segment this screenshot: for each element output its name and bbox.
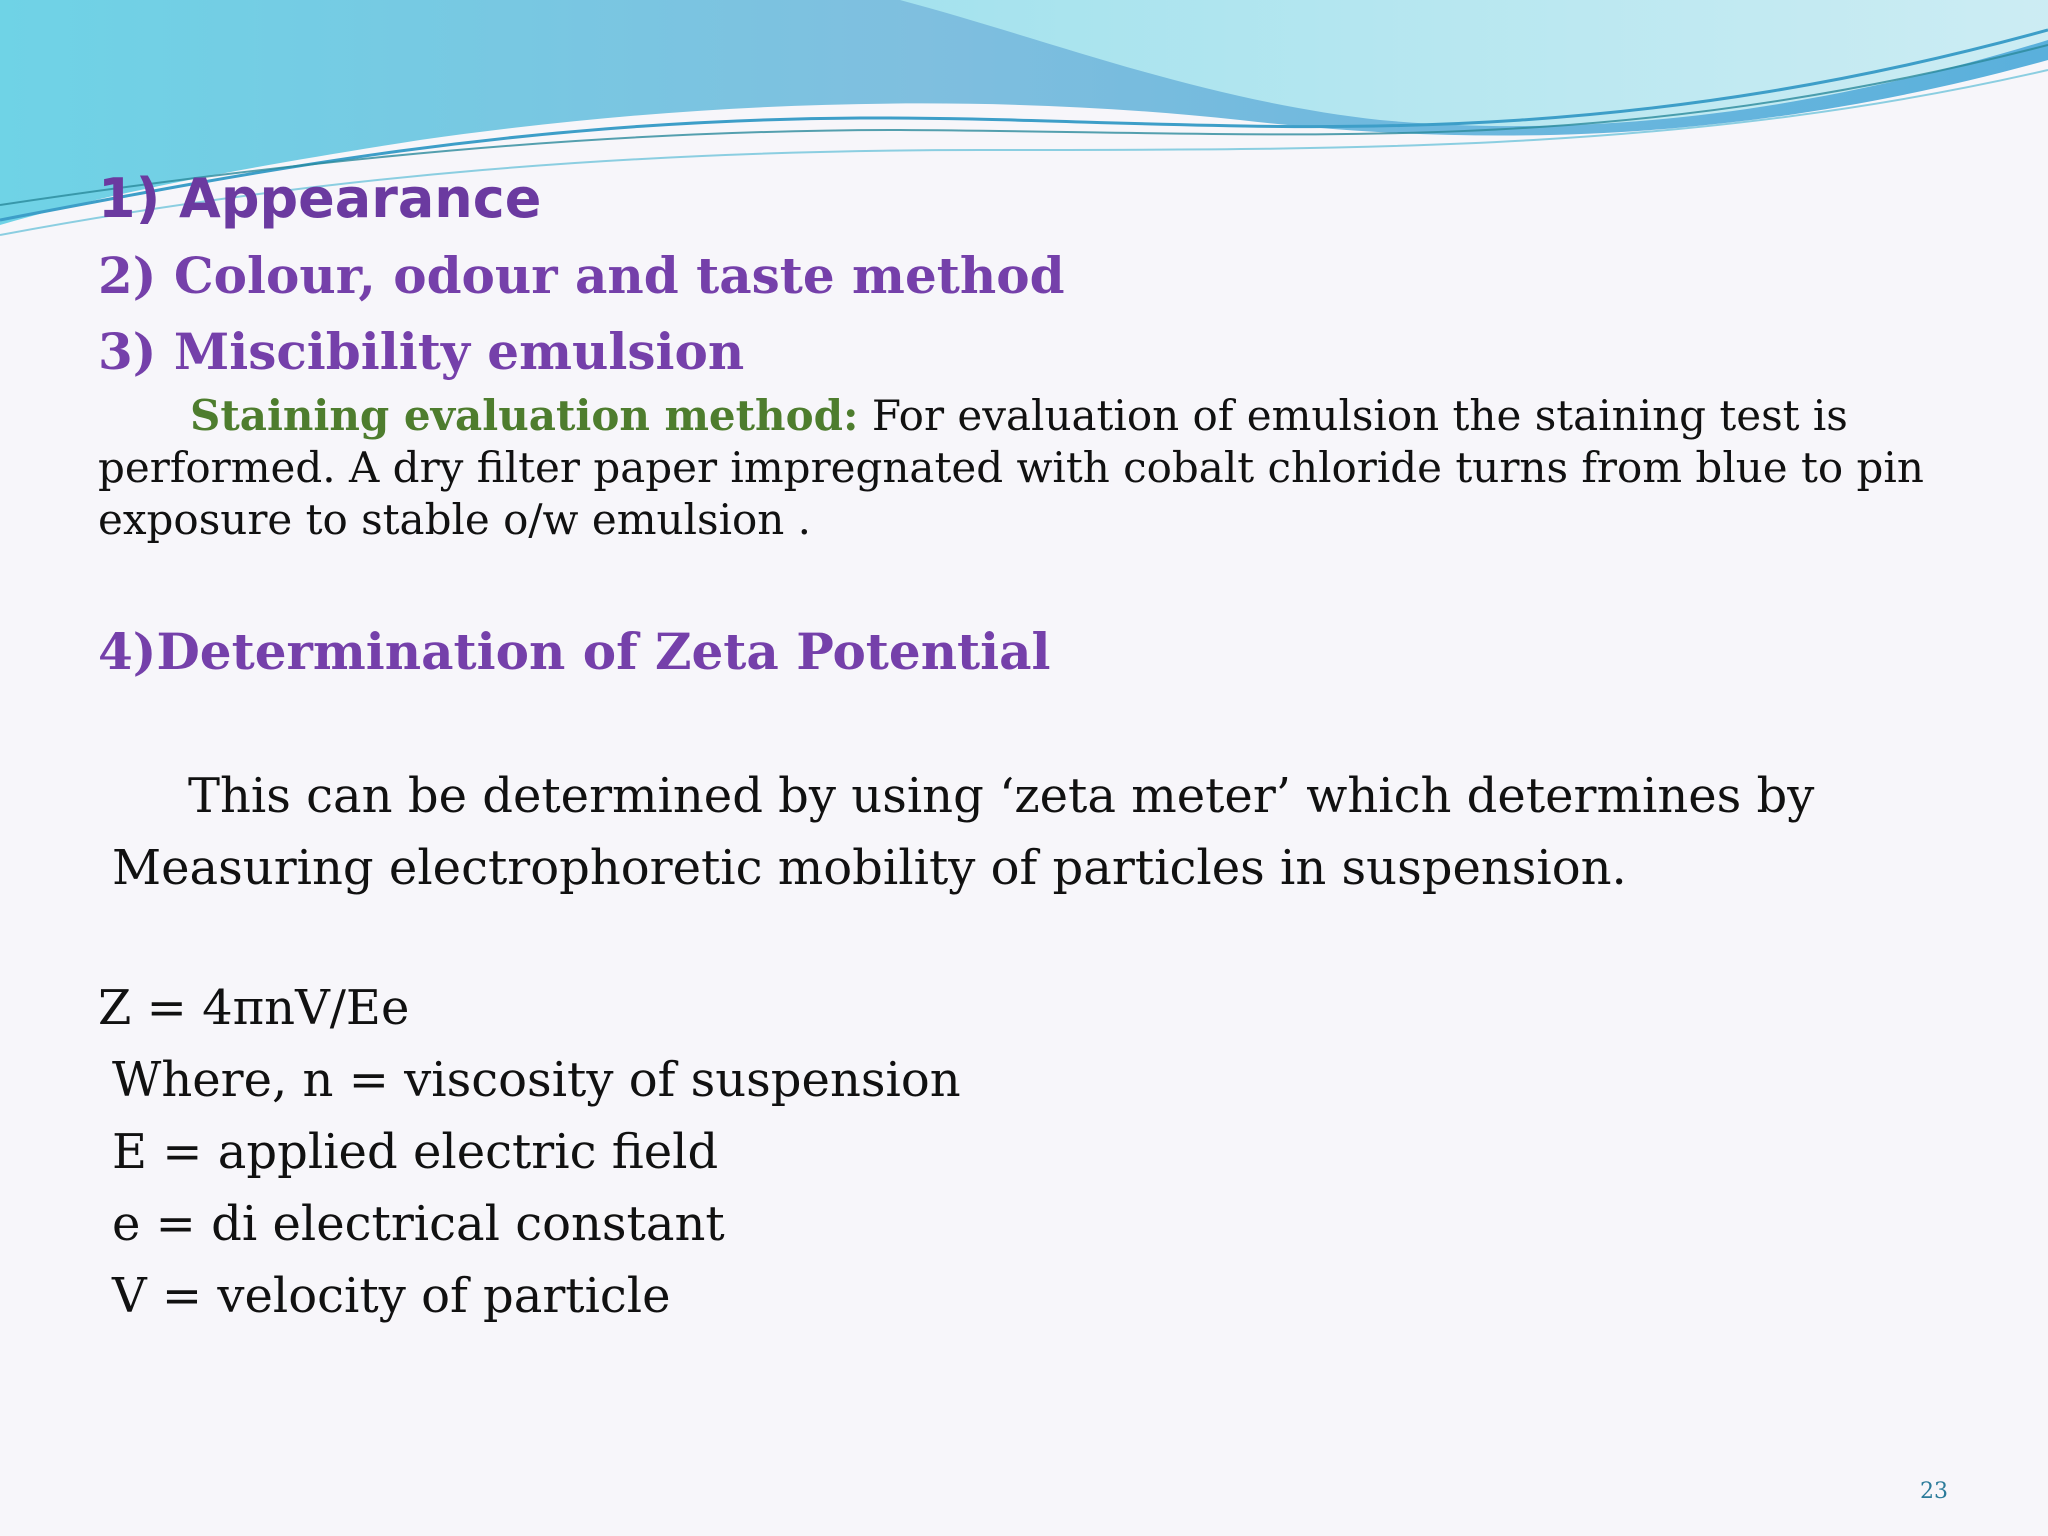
formula-block [98,972,1998,1332]
definition-dielectric-constant: e = di electrical constant [112,1196,725,1252]
staining-paragraph [98,390,1998,546]
definition-velocity: V = velocity of particle [112,1268,671,1324]
zeta-heading: 4)Determination of Zeta Potential [98,622,1051,681]
staining-text: For evaluation of emulsion the staining test is performed. A dry filter paper impregnated with cobalt chloride turns from blue to pin exposure to stable o/w emulsion . [98,391,1924,544]
item-colour-odour-taste: 2) Colour, odour and taste method [98,246,1065,305]
zeta-equation: Z = 4πnV/Ee [98,980,410,1036]
item-miscibility: 3) Miscibility emulsion [98,322,745,381]
zeta-line-2: Measuring electrophoretic mobility of particles in suspension. [112,840,1627,896]
zeta-line-1: This can be determined by using ‘zeta meter’ which determines by [188,768,1815,824]
definition-viscosity: Where, n = viscosity of suspension [112,1052,961,1108]
item-appearance: 1) Appearance [98,167,542,230]
slide-content [98,160,1998,1332]
staining-lead: Staining evaluation method: [190,391,859,440]
definition-electric-field: E = applied electric field [112,1124,719,1180]
page-number: 23 [1920,1479,1948,1504]
zeta-paragraph [98,760,1998,904]
